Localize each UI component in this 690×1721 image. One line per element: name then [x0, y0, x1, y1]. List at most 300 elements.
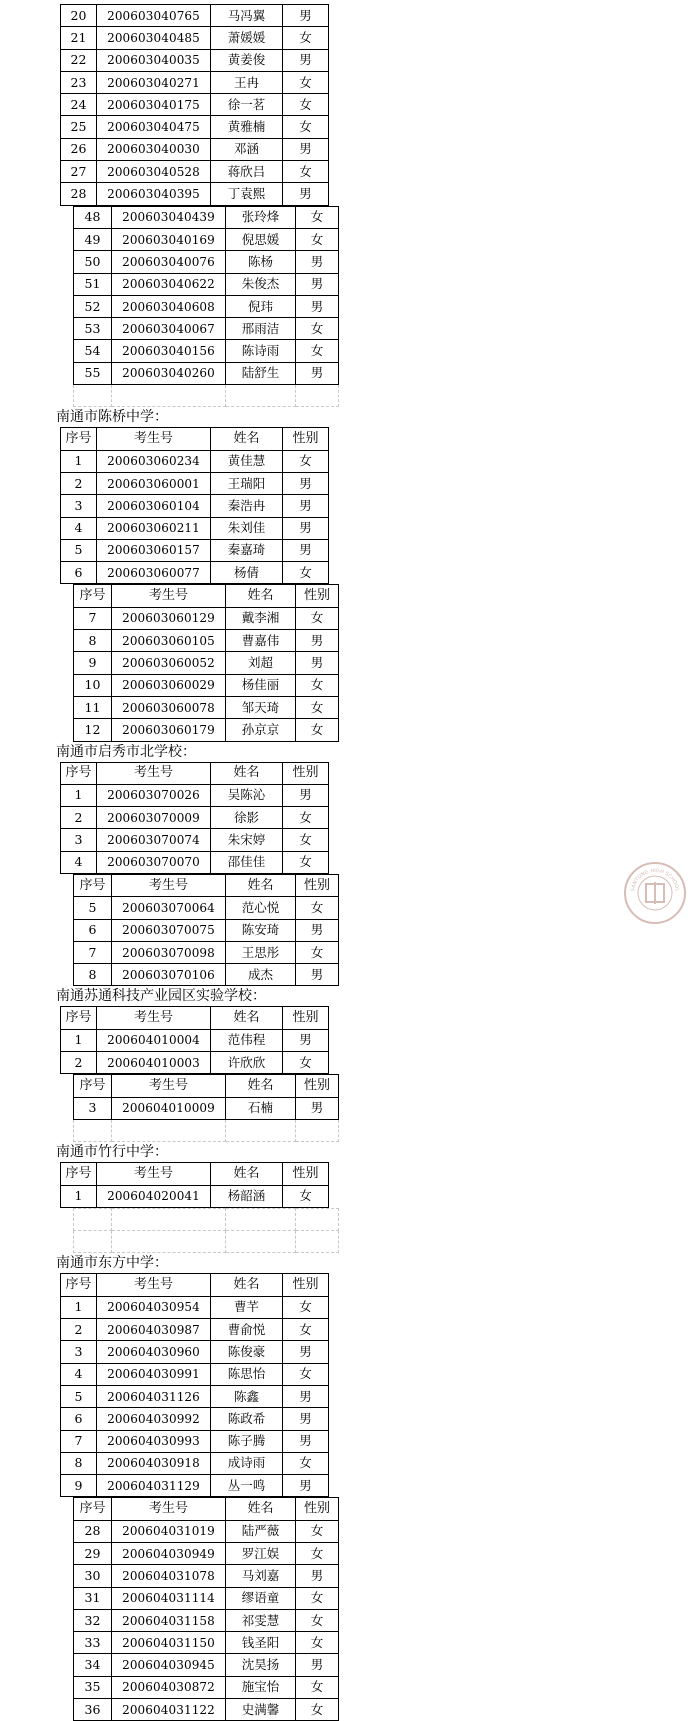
empty-cell — [112, 1119, 226, 1141]
cell-name: 王瑞阳 — [211, 472, 283, 494]
header-exam-id: 考生号 — [97, 762, 211, 784]
cell-gender: 男 — [283, 1430, 329, 1452]
cell-gender: 女 — [296, 607, 339, 629]
school-seal-watermark-icon — [624, 862, 686, 924]
cell-gender: 女 — [296, 318, 339, 340]
cell-seq: 36 — [74, 1699, 112, 1721]
cell-gender: 女 — [283, 71, 329, 93]
cell-seq: 28 — [74, 1520, 112, 1542]
cell-gender: 男 — [296, 964, 339, 986]
empty-cell — [296, 385, 339, 407]
cell-gender: 男 — [283, 1341, 329, 1363]
cell-name: 沈昊扬 — [226, 1654, 296, 1676]
table-row — [74, 340, 339, 362]
cell-gender: 男 — [296, 362, 339, 384]
cell-gender: 男 — [283, 183, 329, 205]
cell-gender: 男 — [283, 784, 329, 806]
cell-name: 戴李湘 — [226, 607, 296, 629]
empty-cell — [74, 1119, 112, 1141]
table-header-row — [61, 1163, 329, 1185]
cell-gender: 男 — [283, 539, 329, 561]
header-seq: 序号 — [74, 874, 112, 896]
header-name: 姓名 — [211, 1274, 283, 1296]
header-name: 姓名 — [211, 1163, 283, 1185]
left-table — [60, 427, 329, 584]
cell-name: 蒋欣吕 — [211, 161, 283, 183]
cell-seq: 55 — [74, 362, 112, 384]
cell-name: 孙京京 — [226, 719, 296, 741]
cell-name: 成诗雨 — [211, 1452, 283, 1474]
header-name: 姓名 — [226, 1498, 296, 1520]
cell-seq: 27 — [61, 161, 97, 183]
empty-cell — [296, 1119, 339, 1141]
header-gender: 性别 — [283, 1007, 329, 1029]
cell-exam-id: 200604030993 — [97, 1430, 211, 1452]
cell-seq: 20 — [61, 5, 97, 27]
table-row — [61, 1363, 329, 1385]
table-row — [74, 318, 339, 340]
table-row — [61, 784, 329, 806]
header-name: 姓名 — [211, 762, 283, 784]
table-row — [74, 1565, 339, 1587]
cell-gender: 女 — [296, 674, 339, 696]
school-section-title: 南通市竹行中学： — [56, 1144, 168, 1161]
empty-cell — [74, 1208, 112, 1230]
cell-gender: 男 — [296, 251, 339, 273]
table-row — [61, 27, 329, 49]
cell-seq: 1 — [61, 1296, 97, 1318]
cell-name: 许欣欣 — [211, 1052, 283, 1074]
cell-name: 朱宋婷 — [211, 829, 283, 851]
cell-seq: 8 — [74, 630, 112, 652]
right-table — [73, 1497, 339, 1721]
cell-gender: 女 — [283, 1296, 329, 1318]
cell-name: 倪思媛 — [226, 228, 296, 250]
table-row — [61, 851, 329, 873]
cell-seq: 25 — [61, 116, 97, 138]
cell-gender: 男 — [296, 630, 339, 652]
cell-exam-id: 200604020041 — [97, 1185, 211, 1207]
table-header-row — [74, 874, 339, 896]
header-exam-id: 考生号 — [112, 585, 226, 607]
cell-gender: 女 — [283, 1452, 329, 1474]
school-section-tables — [60, 427, 606, 741]
cell-exam-id: 200603060157 — [97, 539, 211, 561]
cell-exam-id: 200603040035 — [97, 49, 211, 71]
cell-seq: 24 — [61, 94, 97, 116]
table-row — [74, 1699, 339, 1721]
cell-seq: 35 — [74, 1676, 112, 1698]
right-table — [73, 206, 339, 408]
cell-exam-id: 200603040528 — [97, 161, 211, 183]
cell-seq: 32 — [74, 1609, 112, 1631]
cell-gender: 男 — [283, 1029, 329, 1051]
cell-exam-id: 200604030992 — [97, 1408, 211, 1430]
empty-cell — [112, 1208, 226, 1230]
header-seq: 序号 — [74, 1498, 112, 1520]
cell-gender: 女 — [296, 228, 339, 250]
cell-seq: 3 — [61, 1341, 97, 1363]
cell-exam-id: 200603040622 — [112, 273, 226, 295]
cell-seq: 30 — [74, 1565, 112, 1587]
table-row — [74, 1609, 339, 1631]
cell-seq: 1 — [61, 1185, 97, 1207]
cell-gender: 男 — [296, 295, 339, 317]
cell-exam-id: 200603040475 — [97, 116, 211, 138]
cell-name: 黄姜俊 — [211, 49, 283, 71]
cell-gender: 女 — [283, 851, 329, 873]
cell-gender: 女 — [296, 941, 339, 963]
cell-seq: 7 — [61, 1430, 97, 1452]
cell-name: 吴陈沁 — [211, 784, 283, 806]
cell-seq: 7 — [74, 607, 112, 629]
cell-name: 陈鑫 — [211, 1385, 283, 1407]
cell-name: 朱刘佳 — [211, 517, 283, 539]
cell-seq: 6 — [61, 1408, 97, 1430]
table-header-row — [74, 585, 339, 607]
header-exam-id: 考生号 — [112, 1075, 226, 1097]
cell-exam-id: 200603040395 — [97, 183, 211, 205]
cell-gender: 女 — [283, 562, 329, 584]
table-row — [61, 138, 329, 160]
table-row — [74, 674, 339, 696]
cell-gender: 男 — [283, 5, 329, 27]
cell-exam-id: 200604030949 — [112, 1543, 226, 1565]
cell-seq: 3 — [61, 829, 97, 851]
table-row — [61, 1319, 329, 1341]
cell-name: 钱圣阳 — [226, 1632, 296, 1654]
school-section-tables — [60, 1273, 606, 1721]
cell-exam-id: 200603040076 — [112, 251, 226, 273]
table-header-row — [61, 428, 329, 450]
cell-seq: 52 — [74, 295, 112, 317]
cell-seq: 6 — [61, 562, 97, 584]
cell-name: 黄佳慧 — [211, 450, 283, 472]
cell-gender: 女 — [283, 807, 329, 829]
cell-gender: 女 — [283, 116, 329, 138]
cell-name: 萧媛媛 — [211, 27, 283, 49]
header-exam-id: 考生号 — [97, 1163, 211, 1185]
table-row — [61, 1341, 329, 1363]
cell-seq: 49 — [74, 228, 112, 250]
table-row — [74, 362, 339, 384]
cell-exam-id: 200603040156 — [112, 340, 226, 362]
cell-exam-id: 200604010004 — [97, 1029, 211, 1051]
cell-exam-id: 200603040608 — [112, 295, 226, 317]
table-row — [61, 495, 329, 517]
header-exam-id: 考生号 — [97, 1274, 211, 1296]
cell-name: 陆舒生 — [226, 362, 296, 384]
cell-gender: 男 — [283, 138, 329, 160]
cell-name: 邢雨洁 — [226, 318, 296, 340]
header-name: 姓名 — [226, 1075, 296, 1097]
school-section-tables — [60, 1006, 606, 1142]
table-header-row — [61, 1274, 329, 1296]
header-gender: 性别 — [283, 762, 329, 784]
cell-seq: 6 — [74, 919, 112, 941]
cell-seq: 1 — [61, 1029, 97, 1051]
cell-name: 陈政希 — [211, 1408, 283, 1430]
cell-name: 黄雅楠 — [211, 116, 283, 138]
table-row — [74, 1520, 339, 1542]
table-row — [61, 1385, 329, 1407]
cell-seq: 4 — [61, 517, 97, 539]
table-row — [74, 206, 339, 228]
cell-exam-id: 200603060105 — [112, 630, 226, 652]
header-gender: 性别 — [296, 1075, 339, 1097]
cell-exam-id: 200603040067 — [112, 318, 226, 340]
table-row — [61, 517, 329, 539]
empty-cell — [112, 1231, 226, 1253]
table-header-row — [74, 1498, 339, 1520]
cell-name: 陈思怡 — [211, 1363, 283, 1385]
right-table — [73, 584, 339, 741]
header-gender: 性别 — [296, 585, 339, 607]
cell-gender: 女 — [296, 696, 339, 718]
cell-name: 刘超 — [226, 652, 296, 674]
cell-name: 王思彤 — [226, 941, 296, 963]
cell-exam-id: 200603060211 — [97, 517, 211, 539]
cell-exam-id: 200603040169 — [112, 228, 226, 250]
cell-gender: 女 — [296, 1520, 339, 1542]
empty-cell — [226, 1119, 296, 1141]
cell-seq: 2 — [61, 1052, 97, 1074]
left-table — [60, 1006, 329, 1074]
cell-exam-id: 200603070026 — [97, 784, 211, 806]
table-row — [61, 94, 329, 116]
right-table — [73, 1074, 339, 1142]
cell-name: 陈俊豪 — [211, 1341, 283, 1363]
empty-cell — [296, 1208, 339, 1230]
cell-seq: 2 — [61, 807, 97, 829]
cell-seq: 9 — [74, 652, 112, 674]
cell-name: 朱俊杰 — [226, 273, 296, 295]
left-table — [60, 1162, 329, 1208]
cell-exam-id: 200604030918 — [97, 1452, 211, 1474]
header-exam-id: 考生号 — [112, 1498, 226, 1520]
school-section-tables — [60, 762, 606, 987]
cell-exam-id: 200604031019 — [112, 1520, 226, 1542]
header-seq: 序号 — [74, 1075, 112, 1097]
table-row — [74, 1632, 339, 1654]
school-section-title: 南通苏通科技产业园区实验学校： — [56, 988, 266, 1005]
cell-gender: 男 — [296, 919, 339, 941]
cell-seq: 10 — [74, 674, 112, 696]
cell-gender: 女 — [296, 1676, 339, 1698]
empty-cell — [74, 385, 112, 407]
left-table — [60, 1273, 329, 1497]
cell-seq: 12 — [74, 719, 112, 741]
cell-seq: 50 — [74, 251, 112, 273]
header-name: 姓名 — [226, 874, 296, 896]
cell-exam-id: 200603040765 — [97, 5, 211, 27]
left-table — [60, 762, 329, 874]
cell-seq: 28 — [61, 183, 97, 205]
cell-seq: 23 — [61, 71, 97, 93]
cell-exam-id: 200604031158 — [112, 1609, 226, 1631]
table-row — [74, 941, 339, 963]
table-row — [74, 719, 339, 741]
cell-gender: 女 — [296, 1587, 339, 1609]
table-row — [74, 273, 339, 295]
table-row — [74, 385, 339, 407]
table-row — [61, 1029, 329, 1051]
cell-name: 成杰 — [226, 964, 296, 986]
right-table — [73, 874, 339, 986]
header-gender: 性别 — [283, 428, 329, 450]
cell-seq: 8 — [61, 1452, 97, 1474]
cell-exam-id: 200604031126 — [97, 1385, 211, 1407]
cell-exam-id: 200603060078 — [112, 696, 226, 718]
header-name: 姓名 — [211, 428, 283, 450]
header-seq: 序号 — [61, 1163, 97, 1185]
svg-text:SANTONG HIGH SCHOOL: SANTONG HIGH SCHOOL — [630, 867, 680, 892]
cell-name: 范伟程 — [211, 1029, 283, 1051]
cell-seq: 22 — [61, 49, 97, 71]
cell-gender: 男 — [283, 49, 329, 71]
cell-seq: 9 — [61, 1475, 97, 1497]
table-row — [61, 116, 329, 138]
empty-cell — [112, 385, 226, 407]
cell-seq: 4 — [61, 851, 97, 873]
table-row — [74, 1654, 339, 1676]
cell-exam-id: 200604030991 — [97, 1363, 211, 1385]
cell-seq: 3 — [74, 1097, 112, 1119]
table-row — [61, 1430, 329, 1452]
cell-gender: 女 — [296, 1609, 339, 1631]
cell-name: 王冉 — [211, 71, 283, 93]
cell-exam-id: 200604031114 — [112, 1587, 226, 1609]
left-table — [60, 4, 329, 206]
cell-exam-id: 200603060001 — [97, 472, 211, 494]
cell-seq: 5 — [61, 539, 97, 561]
cell-exam-id: 200604031078 — [112, 1565, 226, 1587]
cell-exam-id: 200603070098 — [112, 941, 226, 963]
cell-gender: 女 — [296, 1699, 339, 1721]
cell-exam-id: 200603060077 — [97, 562, 211, 584]
cell-name: 陈杨 — [226, 251, 296, 273]
cell-gender: 男 — [283, 517, 329, 539]
cell-seq: 31 — [74, 1587, 112, 1609]
cell-gender: 女 — [283, 94, 329, 116]
school-section-tables — [60, 4, 606, 407]
table-row — [61, 161, 329, 183]
table-row — [74, 1097, 339, 1119]
cell-name: 徐影 — [211, 807, 283, 829]
table-row — [61, 807, 329, 829]
table-row — [61, 829, 329, 851]
header-seq: 序号 — [61, 1274, 97, 1296]
cell-gender: 男 — [296, 1097, 339, 1119]
cell-exam-id: 200603040260 — [112, 362, 226, 384]
cell-name: 丛一鸣 — [211, 1475, 283, 1497]
cell-name: 张玲烽 — [226, 206, 296, 228]
cell-seq: 53 — [74, 318, 112, 340]
empty-cell — [226, 1208, 296, 1230]
cell-exam-id: 200603060052 — [112, 652, 226, 674]
table-row — [61, 71, 329, 93]
table-row — [61, 1052, 329, 1074]
table-row — [74, 964, 339, 986]
school-section-tables — [60, 1162, 606, 1253]
cell-seq: 33 — [74, 1632, 112, 1654]
cell-seq: 11 — [74, 696, 112, 718]
cell-name: 杨倩 — [211, 562, 283, 584]
cell-seq: 5 — [61, 1385, 97, 1407]
table-row — [74, 1676, 339, 1698]
empty-cell — [226, 385, 296, 407]
table-row — [74, 897, 339, 919]
cell-name: 邓涵 — [211, 138, 283, 160]
header-exam-id: 考生号 — [97, 1007, 211, 1029]
table-header-row — [61, 762, 329, 784]
cell-exam-id: 200603040271 — [97, 71, 211, 93]
cell-name: 秦浩冉 — [211, 495, 283, 517]
cell-gender: 女 — [283, 1052, 329, 1074]
table-row — [74, 251, 339, 273]
cell-seq: 34 — [74, 1654, 112, 1676]
cell-name: 倪玮 — [226, 295, 296, 317]
cell-seq: 54 — [74, 340, 112, 362]
cell-gender: 女 — [283, 1319, 329, 1341]
cell-name: 邵佳佳 — [211, 851, 283, 873]
header-gender: 性别 — [296, 874, 339, 896]
cell-exam-id: 200603060234 — [97, 450, 211, 472]
cell-name: 杨韶涵 — [211, 1185, 283, 1207]
cell-exam-id: 200603070064 — [112, 897, 226, 919]
cell-name: 陈诗雨 — [226, 340, 296, 362]
table-row — [61, 49, 329, 71]
cell-name: 曹芊 — [211, 1296, 283, 1318]
table-row — [74, 607, 339, 629]
table-row — [74, 295, 339, 317]
table-row — [61, 562, 329, 584]
cell-name: 丁袁熙 — [211, 183, 283, 205]
cell-seq: 7 — [74, 941, 112, 963]
cell-name: 马冯翼 — [211, 5, 283, 27]
cell-exam-id: 200604030954 — [97, 1296, 211, 1318]
table-row — [61, 1296, 329, 1318]
cell-exam-id: 200603060104 — [97, 495, 211, 517]
cell-name: 曹俞悦 — [211, 1319, 283, 1341]
table-header-row — [61, 1007, 329, 1029]
cell-seq: 8 — [74, 964, 112, 986]
cell-name: 施宝怡 — [226, 1676, 296, 1698]
cell-gender: 女 — [296, 206, 339, 228]
empty-cell — [226, 1231, 296, 1253]
table-row — [61, 1185, 329, 1207]
cell-seq: 26 — [61, 138, 97, 160]
cell-exam-id: 200603060129 — [112, 607, 226, 629]
table-row — [74, 919, 339, 941]
cell-name: 缪语童 — [226, 1587, 296, 1609]
header-gender: 性别 — [283, 1274, 329, 1296]
school-section-title: 南通市东方中学： — [56, 1255, 168, 1272]
cell-name: 石楠 — [226, 1097, 296, 1119]
cell-name: 史满馨 — [226, 1699, 296, 1721]
empty-cell — [296, 1231, 339, 1253]
header-exam-id: 考生号 — [97, 428, 211, 450]
cell-exam-id: 200604030945 — [112, 1654, 226, 1676]
cell-name: 陈子腾 — [211, 1430, 283, 1452]
table-row — [61, 183, 329, 205]
cell-exam-id: 200603060179 — [112, 719, 226, 741]
empty-cell — [74, 1231, 112, 1253]
cell-seq: 21 — [61, 27, 97, 49]
cell-exam-id: 200604031122 — [112, 1699, 226, 1721]
cell-exam-id: 200603060029 — [112, 674, 226, 696]
table-row — [74, 652, 339, 674]
